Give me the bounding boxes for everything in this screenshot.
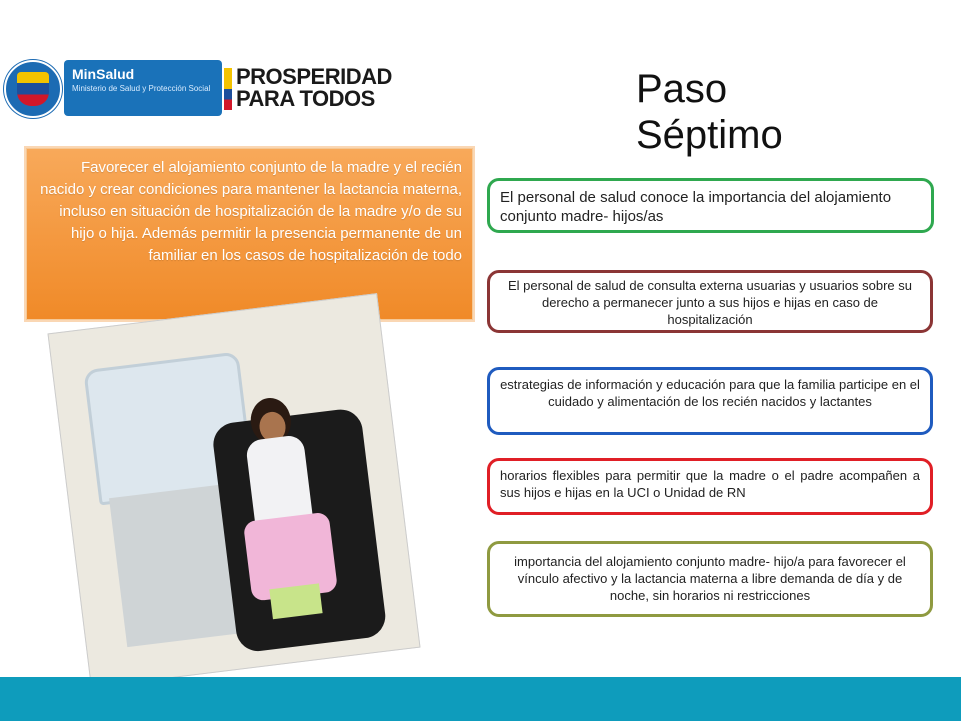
hospital-photo xyxy=(47,293,420,688)
minsalud-title: MinSalud xyxy=(72,66,135,82)
prosperidad-line2: PARA TODOS xyxy=(236,86,375,111)
minsalud-logo xyxy=(4,60,219,116)
colombia-seal-icon xyxy=(4,60,62,118)
info-box-1: El personal de salud conoce la importancia del alojamiento conjunto madre- hijos/as xyxy=(487,178,934,233)
minsalud-badge xyxy=(64,60,222,116)
title-line1: Paso xyxy=(636,67,728,111)
info-box-3: estrategias de información y educación para que la familia participe en el cuidado y alimentación de los recién nacidos y lactantes xyxy=(487,367,933,435)
info-box-2: El personal de salud de consulta externa usuarias y usuarios sobre su derecho a permanecer junto a sus hijos e hijas en caso de hospitalización xyxy=(487,270,933,333)
prosperidad-logo xyxy=(224,66,404,112)
info-box-4: horarios flexibles para permitir que la madre o el padre acompañen a sus hijos e hijas en la UCI o Unidad de RN xyxy=(487,458,933,515)
info-box-5: importancia del alojamiento conjunto madre- hijo/a para favorecer el vínculo afectivo y la lactancia materna a libre demanda de día y de noche, sin horarios ni restricciones xyxy=(487,541,933,617)
footer-bar xyxy=(0,677,961,721)
flag-stripe-icon xyxy=(224,68,232,110)
step-description-text: Favorecer el alojamiento conjunto de la madre y el recién nacido y crear condiciones para mantener la lactancia materna, incluso en situación de hospitalización de la madre y/o de su hijo o hija. Además permitir la presencia permanente de un familiar en los casos de hospitalización de todo xyxy=(40,159,462,264)
prosperidad-line1: PROSPERIDAD xyxy=(236,64,392,89)
minsalud-subtitle: Ministerio de Salud y Protección Social xyxy=(72,84,211,93)
slide-title xyxy=(636,66,783,158)
title-line2: Séptimo xyxy=(636,113,783,157)
step-description-box xyxy=(26,148,473,320)
